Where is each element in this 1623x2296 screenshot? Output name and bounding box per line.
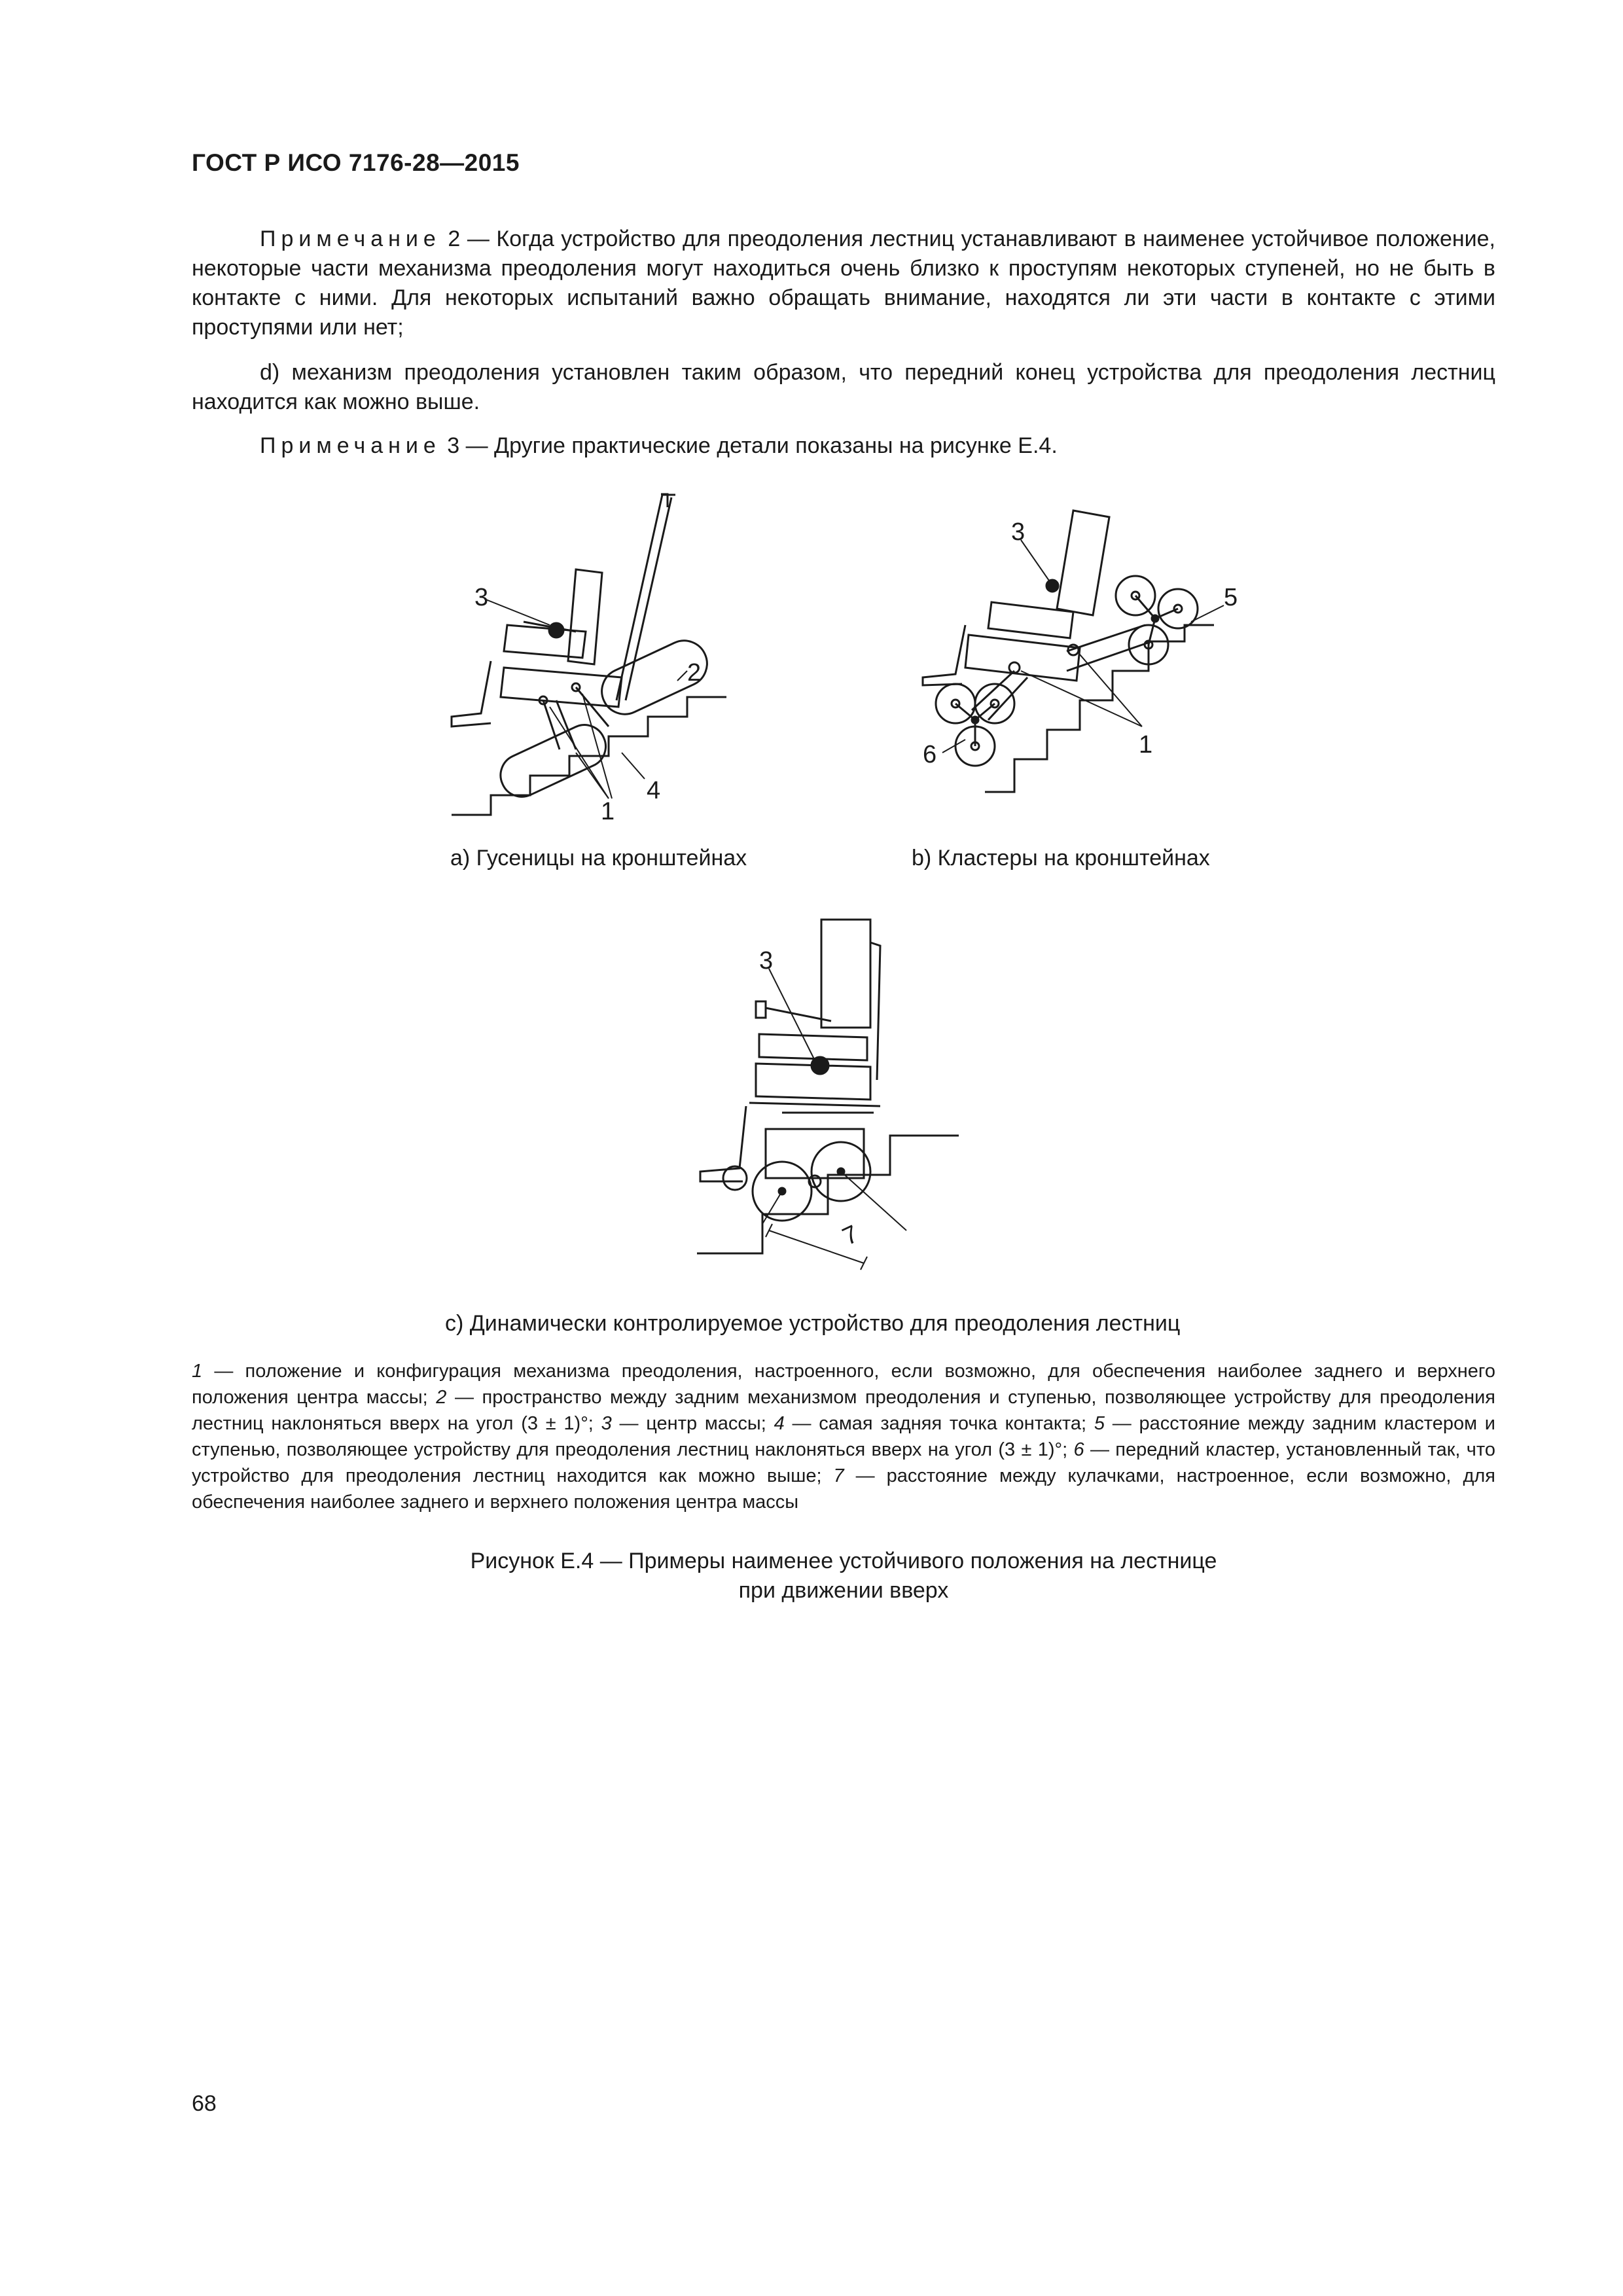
item-d-text: d) механизм преодоления установлен таким образом, что передний конец устройства для преодоления лестниц находится как можно выше. [192,360,1495,414]
callout-b-5: 5 [1224,584,1238,611]
figure-legend [192,1358,1495,1515]
legend-key-5: 5 [1094,1413,1105,1434]
legend-key-6: 6 [1073,1439,1084,1460]
figure-b-drawing [883,494,1289,802]
legend-text-1: — положение и конфигурация механизма преодоления, настроенного, если возможно, для обеспечения наиболее заднего и верхнего положения центра массы; [192,1361,1495,1408]
figure-c-drawing [690,916,991,1289]
callout-a-1: 1 [601,798,615,825]
legend-key-2: 2 [436,1387,447,1408]
note-3-text: 3 — Другие практические детали показаны на рисунке Е.4. [440,433,1058,458]
callout-a-4: 4 [647,777,661,804]
figure-title-line-1: Рисунок Е.4 — Примеры наименее устойчивого положения на лестнице [470,1549,1217,1573]
legend-key-1: 1 [192,1361,203,1382]
legend-key-4: 4 [774,1413,785,1434]
callout-a-3: 3 [474,584,489,611]
note-3-label: Примечание [260,433,441,458]
legend-text-4: — самая задняя точка контакта; [784,1413,1094,1434]
legend-text-7: — расстояние между кулачками, настроенное, если возможно, для обеспечения наиболее заднего и верхнего положения центра массы [192,1465,1495,1513]
callout-c-7: 7 [838,1220,863,1251]
legend-text-5: — расстояние между задним кластером и ступенью, позволяющее устройству для преодоления лестниц наклоняться вверх на угол (3 ± 1)°; [192,1413,1495,1460]
callout-a-2: 2 [687,659,702,687]
note-3 [192,431,1495,461]
note-2-label: Примечание [260,226,441,251]
legend-key-7: 7 [833,1465,844,1486]
legend-text-2: — пространство между задним механизмом преодоления и ступенью, позволяющее устройству для преодоления лестниц наклоняться вверх на угол (3 ± 1)°; [192,1387,1496,1434]
callout-b-1: 1 [1139,731,1153,759]
item-d [192,358,1495,417]
figure-b-caption: b) Кластеры на кронштейнах [912,846,1210,870]
page-number: 68 [192,2091,217,2116]
legend-text-6: — передний кластер, установленный так, что устройство для преодоления лестниц находится как можно выше; [192,1439,1495,1486]
callout-b-3: 3 [1011,518,1026,546]
legend-key-3: 3 [601,1413,612,1434]
legend-text-3: — центр массы; [611,1413,774,1434]
figure-c-caption: с) Динамически контролируемое устройство для преодоления лестниц [445,1311,1181,1336]
figure-a-caption: а) Гусеницы на кронштейнах [450,846,747,870]
callout-b-6: 6 [923,741,937,768]
note-2-text: 2 — Когда устройство для преодоления лестниц устанавливают в наименее устойчивое положение, некоторые части механизма преодоления могут находиться очень близко к проступям некоторых ступеней, но не быть в контакте с ними. Для некоторых испытаний важно обращать внимание, находятся ли эти части в контакте с этими проступями или нет; [192,226,1495,340]
figure-title-line-2: при движении вверх [738,1578,949,1603]
note-2 [192,224,1495,342]
figure-a-drawing [445,491,746,831]
callout-c-3: 3 [759,947,774,975]
document-header: ГОСТ Р ИСО 7176-28—2015 [192,149,520,176]
